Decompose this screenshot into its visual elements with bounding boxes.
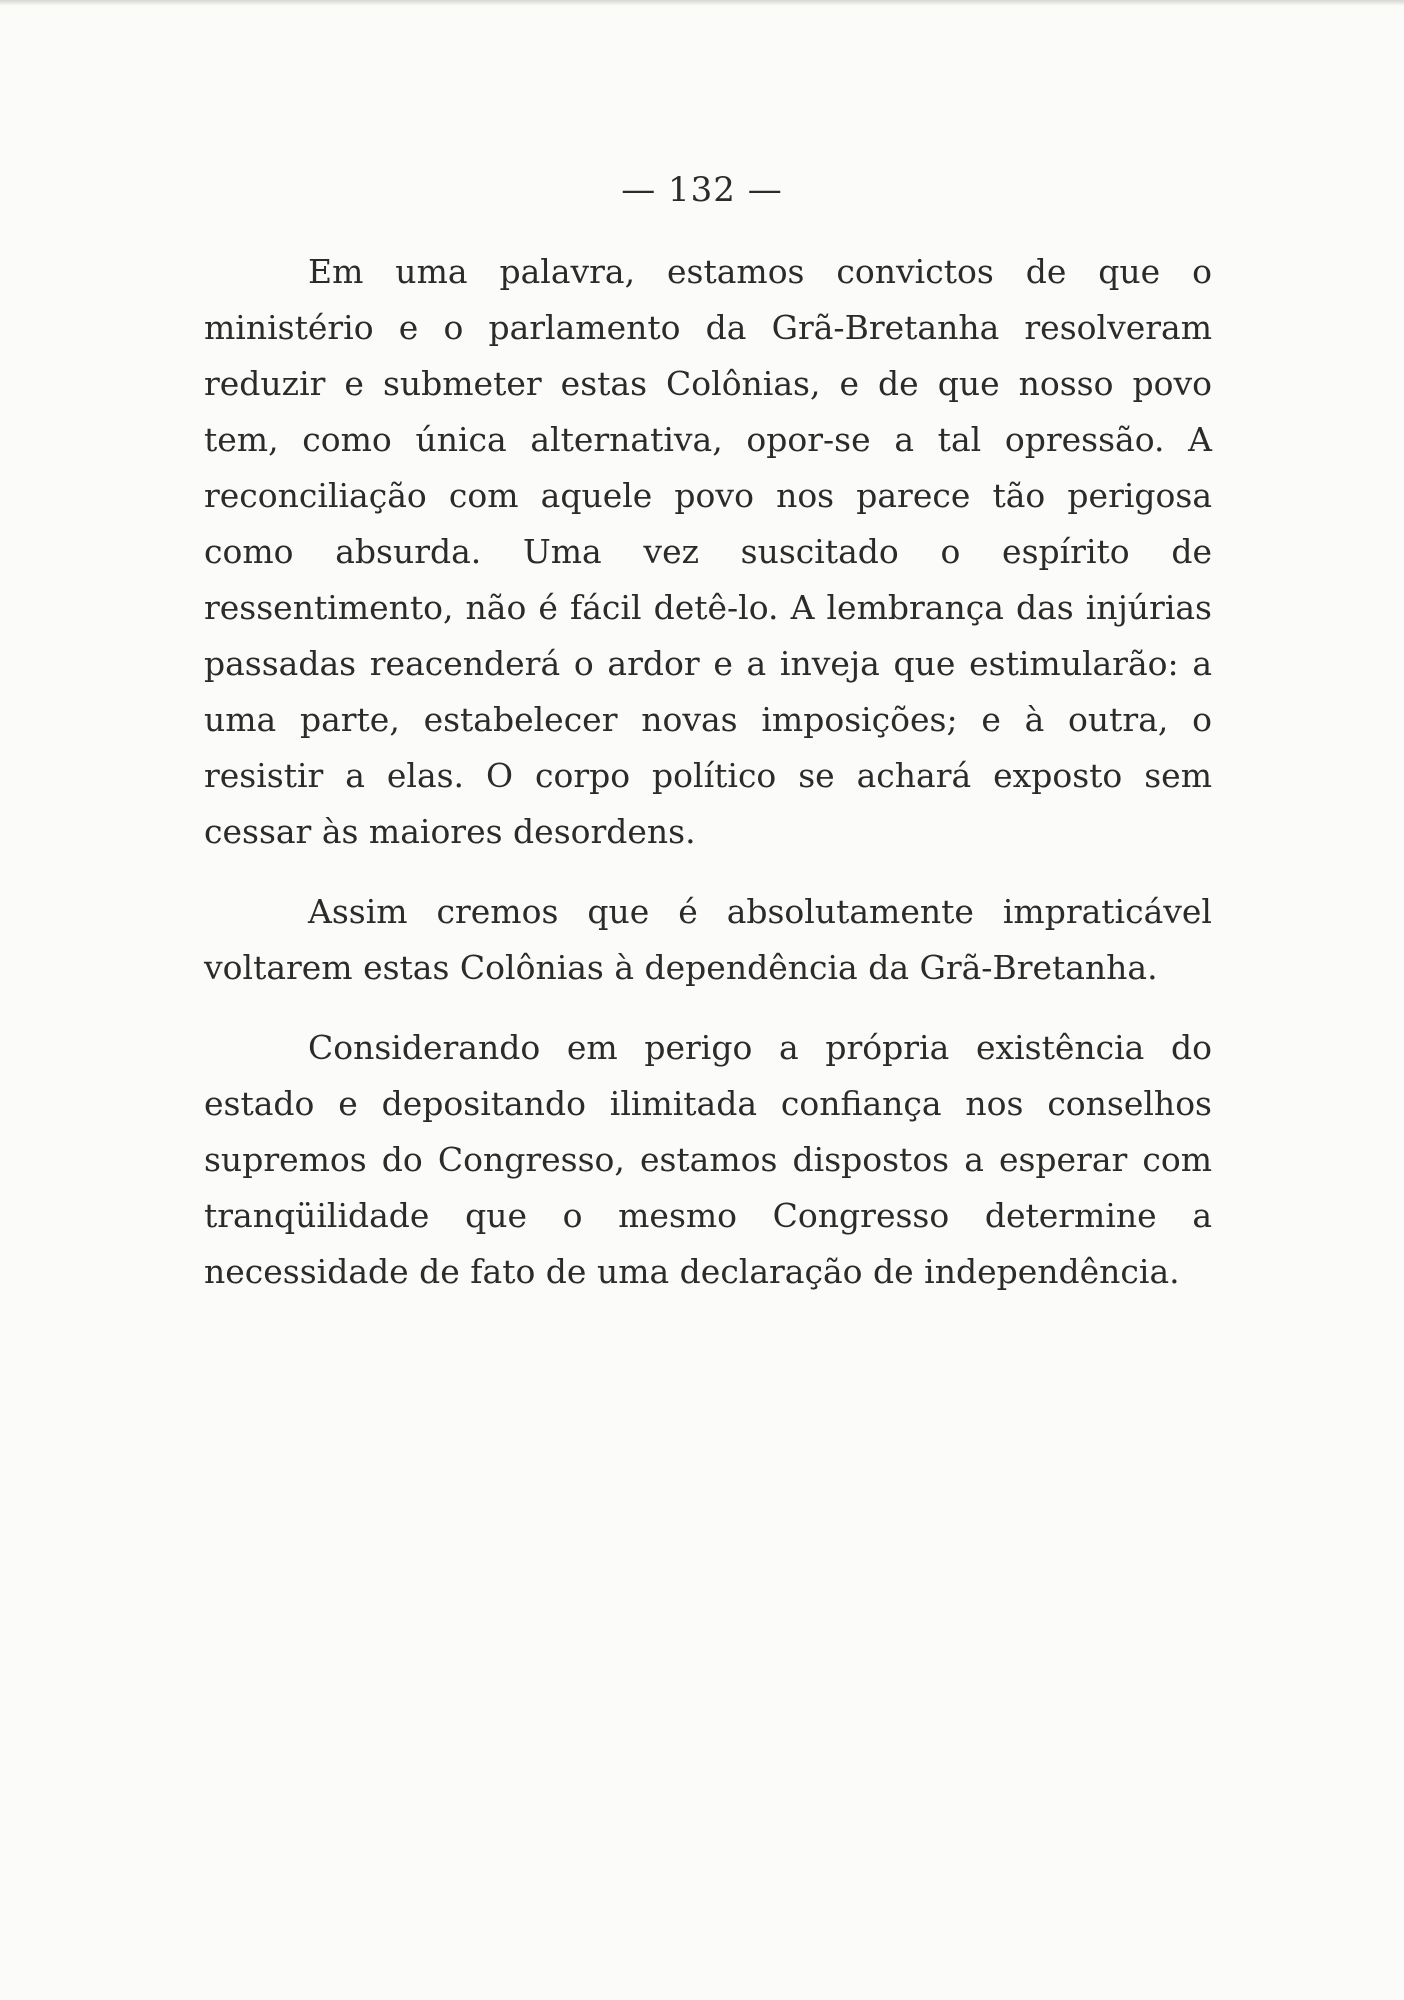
paragraph-2: Assim cremos que é absolutamente impraticável voltarem estas Colônias à dependência da Grã-Bretanha. [204, 892, 1212, 987]
paragraph-1: Em uma palavra, estamos convictos de que o ministério e o parlamento da Grã-Bretanha resolveram reduzir e submeter estas Colônias, e de que nosso povo tem, como única alternativa, opor-se a tal opressão. A reconciliação com aquele povo nos parece tão perigosa como absurda. Uma vez suscitado o espírito de ressentimento, não é fácil detê-lo. A lembrança das injúrias passadas reacenderá o ardor e a inveja que estimularão: a uma parte, estabelecer novas imposições; e à outra, o resistir a elas. O corpo político se achará exposto sem cessar às maiores desordens. [204, 252, 1212, 851]
body-text [204, 244, 1212, 1300]
scan-top-edge [0, 0, 1404, 6]
paragraph-3: Considerando em perigo a própria existência do estado e depositando ilimitada confiança nos conselhos supremos do Congresso, estamos dispostos a esperar com tranqüilidade que o mesmo Congresso determine a necessidade de fato de uma declaração de independência. [204, 1028, 1212, 1291]
page-number: — 132 — [621, 170, 783, 210]
